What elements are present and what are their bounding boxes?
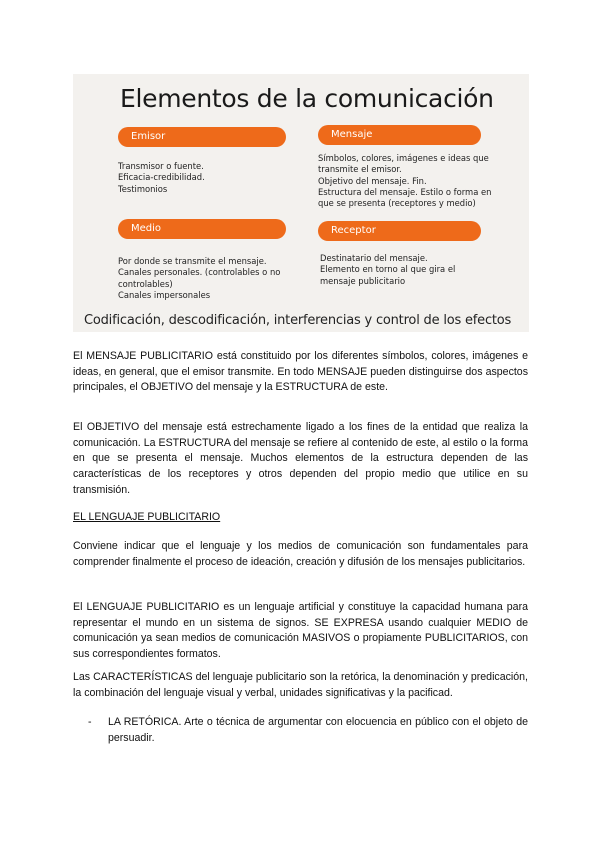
paragraph-objetivo: El OBJETIVO del mensaje está estrechamente ligado a los fines de la entidad que realiza la comunicación. La ESTRUCTURA del mensaje se refiere al contenido de este, al estilo o la forma en que se presenta el mensaje. Muchos elementos de la estructura dependen de las características de los receptores y otros dependen del propio medio que utilice en su transmisión. bbox=[73, 421, 528, 496]
emisor-pill: Emisor bbox=[118, 127, 286, 147]
emisor-text: Transmisor o fuente. Eficacia-credibilidad. Testimonios bbox=[118, 161, 205, 194]
paragraph-caracteristicas: Las CARACTERÍSTICAS del lenguaje publicitario son la retórica, la denominación y predicación, la combinación del lenguaje visual y verbal, unidades significativas y la pacificad. bbox=[73, 671, 528, 699]
communication-elements-figure bbox=[73, 74, 529, 332]
figure-footer: Codificación, descodificación, interferencias y control de los efectos bbox=[84, 313, 512, 328]
receptor-pill: Receptor bbox=[318, 221, 481, 241]
medio-text: Por donde se transmite el mensaje. Canales personales. (controlables o no controlables) Canales impersonales bbox=[118, 256, 281, 300]
receptor-text: Destinatario del mensaje. Elemento en torno al que gira el mensaje publicitario bbox=[320, 253, 456, 286]
figure-title: Elementos de la comunicación bbox=[120, 84, 494, 113]
paragraph-lenguaje-publicitario: El LENGUAJE PUBLICITARIO es un lenguaje artificial y constituye la capacidad humana para representar el mundo en un sistema de signos. SE EXPRESA usando cualquier MEDIO de comunicación ya sean medios de comunicación MASIVOS o propiamente PUBLICITARIOS, con sus correspondientes formatos. bbox=[73, 601, 528, 661]
mensaje-pill: Mensaje bbox=[318, 125, 481, 145]
paragraph-lenguaje-medios: Conviene indicar que el lenguaje y los medios de comunicación son fundamentales para comprender finalmente el proceso de ideación, creación y difusión de los mensajes publicitarios. bbox=[73, 540, 528, 568]
mensaje-text: Símbolos, colores, imágenes e ideas que transmite el emisor. Objetivo del mensaje. Fin. Estructura del mensaje. Estilo o forma en que se presenta (receptores y medio) bbox=[318, 153, 492, 209]
medio-pill: Medio bbox=[118, 219, 286, 239]
bullet-dash: - bbox=[88, 716, 92, 728]
paragraph-mensaje: El MENSAJE PUBLICITARIO está constituido por los diferentes símbolos, colores, imágenes e ideas, en general, que el emisor transmite. En todo MENSAJE pueden distinguirse dos aspectos principales, el OBJETIVO del mensaje y la ESTRUCTURA de este. bbox=[73, 350, 528, 394]
bullet-text: LA RETÓRICA. Arte o técnica de argumentar con elocuencia en público con el objeto de persuadir. bbox=[108, 716, 528, 744]
section-heading: EL LENGUAJE PUBLICITARIO bbox=[73, 511, 221, 523]
